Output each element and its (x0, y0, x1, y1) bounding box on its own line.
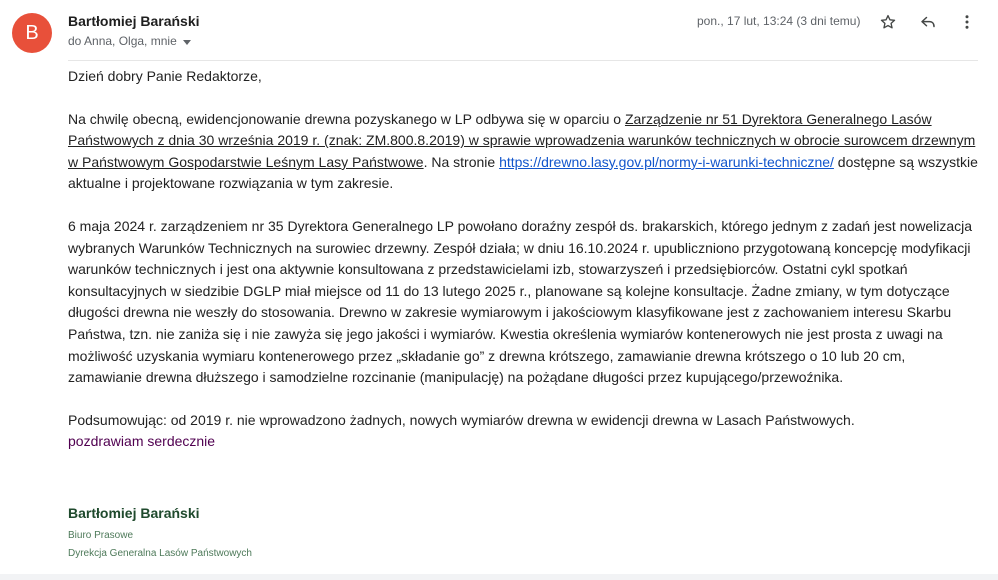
message-date: pon., 17 lut, 13:24 (3 dni temu) (697, 14, 861, 28)
p1-intro: Na chwilę obecną, ewidencjonowanie drewna pozyskanego w LP odbywa się w oparciu o (68, 110, 625, 127)
more-options-button[interactable] (955, 10, 979, 34)
website-link[interactable]: https://drewno.lasy.gov.pl/normy-i-warunki-techniczne/ (499, 153, 834, 170)
sender-avatar[interactable]: B (12, 13, 52, 53)
paragraph-2: 6 maja 2024 r. zarządzeniem nr 35 Dyrektora Generalnego LP powołano doraźny zespół ds. brakarskich, którego jednym z zadań jest nowelizacja wybranych Warunków Technicznych na surowiec drzewny. Zespół działa; w dniu 16.10.2024 r. upubliczniono przygotowaną koncepcję modyfikacji warunków technicznych i jest ona aktywnie konsultowana z przedstawicielami izb, stowarzyszeń i przedsiębiorców. Ostatni cykl spotkań konsultacyjnych w siedzibie DGLP miał miejsce od 11 do 13 lutego 2025 r., planowane są kolejne konsultacje. Żadne zmiany, w tym dotyczące długości drewna nie weszły do stosowania. Drewno w zakresie wymiarowym i jakościowym klasyfikowane jest z zachowaniem interesu Skarbu Państwa, tzn. nie zaniża się i nie zawyża się jego jakości i wymiarów. Kwestia określenia wymiarów kontenerowych nie jest prosta z uwagi na możliwość uzyskania wymiaru kontenerowego przez „składanie go” z drewna krótszego, zamawianie drewna krótszego o 10 lub 20 cm, zamawianie drewna dłuższego i samodzielne rozcinanie (manipulację) na pożądane długości przez kupującego/przewoźnika. (68, 217, 973, 386)
recipients-line (68, 34, 191, 48)
paragraph-3: Podsumowując: od 2019 r. nie wprowadzono żadnych, nowych wymiarów drewna w ewidencji drewna w Lasach Państwowych. (68, 411, 855, 428)
paragraph-1 (68, 109, 980, 195)
signature-name: Bartłomiej Barański (68, 505, 200, 521)
recipients-text: do Anna, Olga, mnie (68, 34, 177, 48)
reply-button[interactable] (916, 10, 940, 34)
star-button[interactable] (876, 10, 900, 34)
header-divider (68, 60, 978, 61)
signature-department: Biuro Prasowe (68, 530, 134, 541)
regulation-link[interactable]: Zarządzenie nr 51 Dyrektora Generalnego Lasów Państwowych z dnia 30 września 2019 r. (znak: ZM.800.8.2019) w sprawie wprowadzenia warunków technicznych w obrocie surowcem drzewnym w Państwowym Gospodarstwie Leśnym Lasy Państwowe (68, 110, 976, 170)
chevron-down-icon[interactable] (183, 40, 191, 45)
sender-name[interactable]: Bartłomiej Barański (68, 13, 200, 29)
p1-mid: . Na stronie (423, 153, 500, 170)
signature-organization: Dyrekcja Generalna Lasów Państwowych (68, 548, 252, 559)
p1-outro: dostępne są wszystkie aktualne i projektowane rozwiązania w tym zakresie. (68, 153, 978, 192)
more-vert-icon (958, 13, 976, 31)
star-icon (879, 13, 897, 31)
bottom-bar (0, 574, 998, 580)
reply-icon (919, 13, 937, 31)
greeting: Dzień dobry Panie Redaktorze, (68, 68, 262, 84)
closing: pozdrawiam serdecznie (68, 433, 216, 450)
message-body (68, 66, 980, 453)
